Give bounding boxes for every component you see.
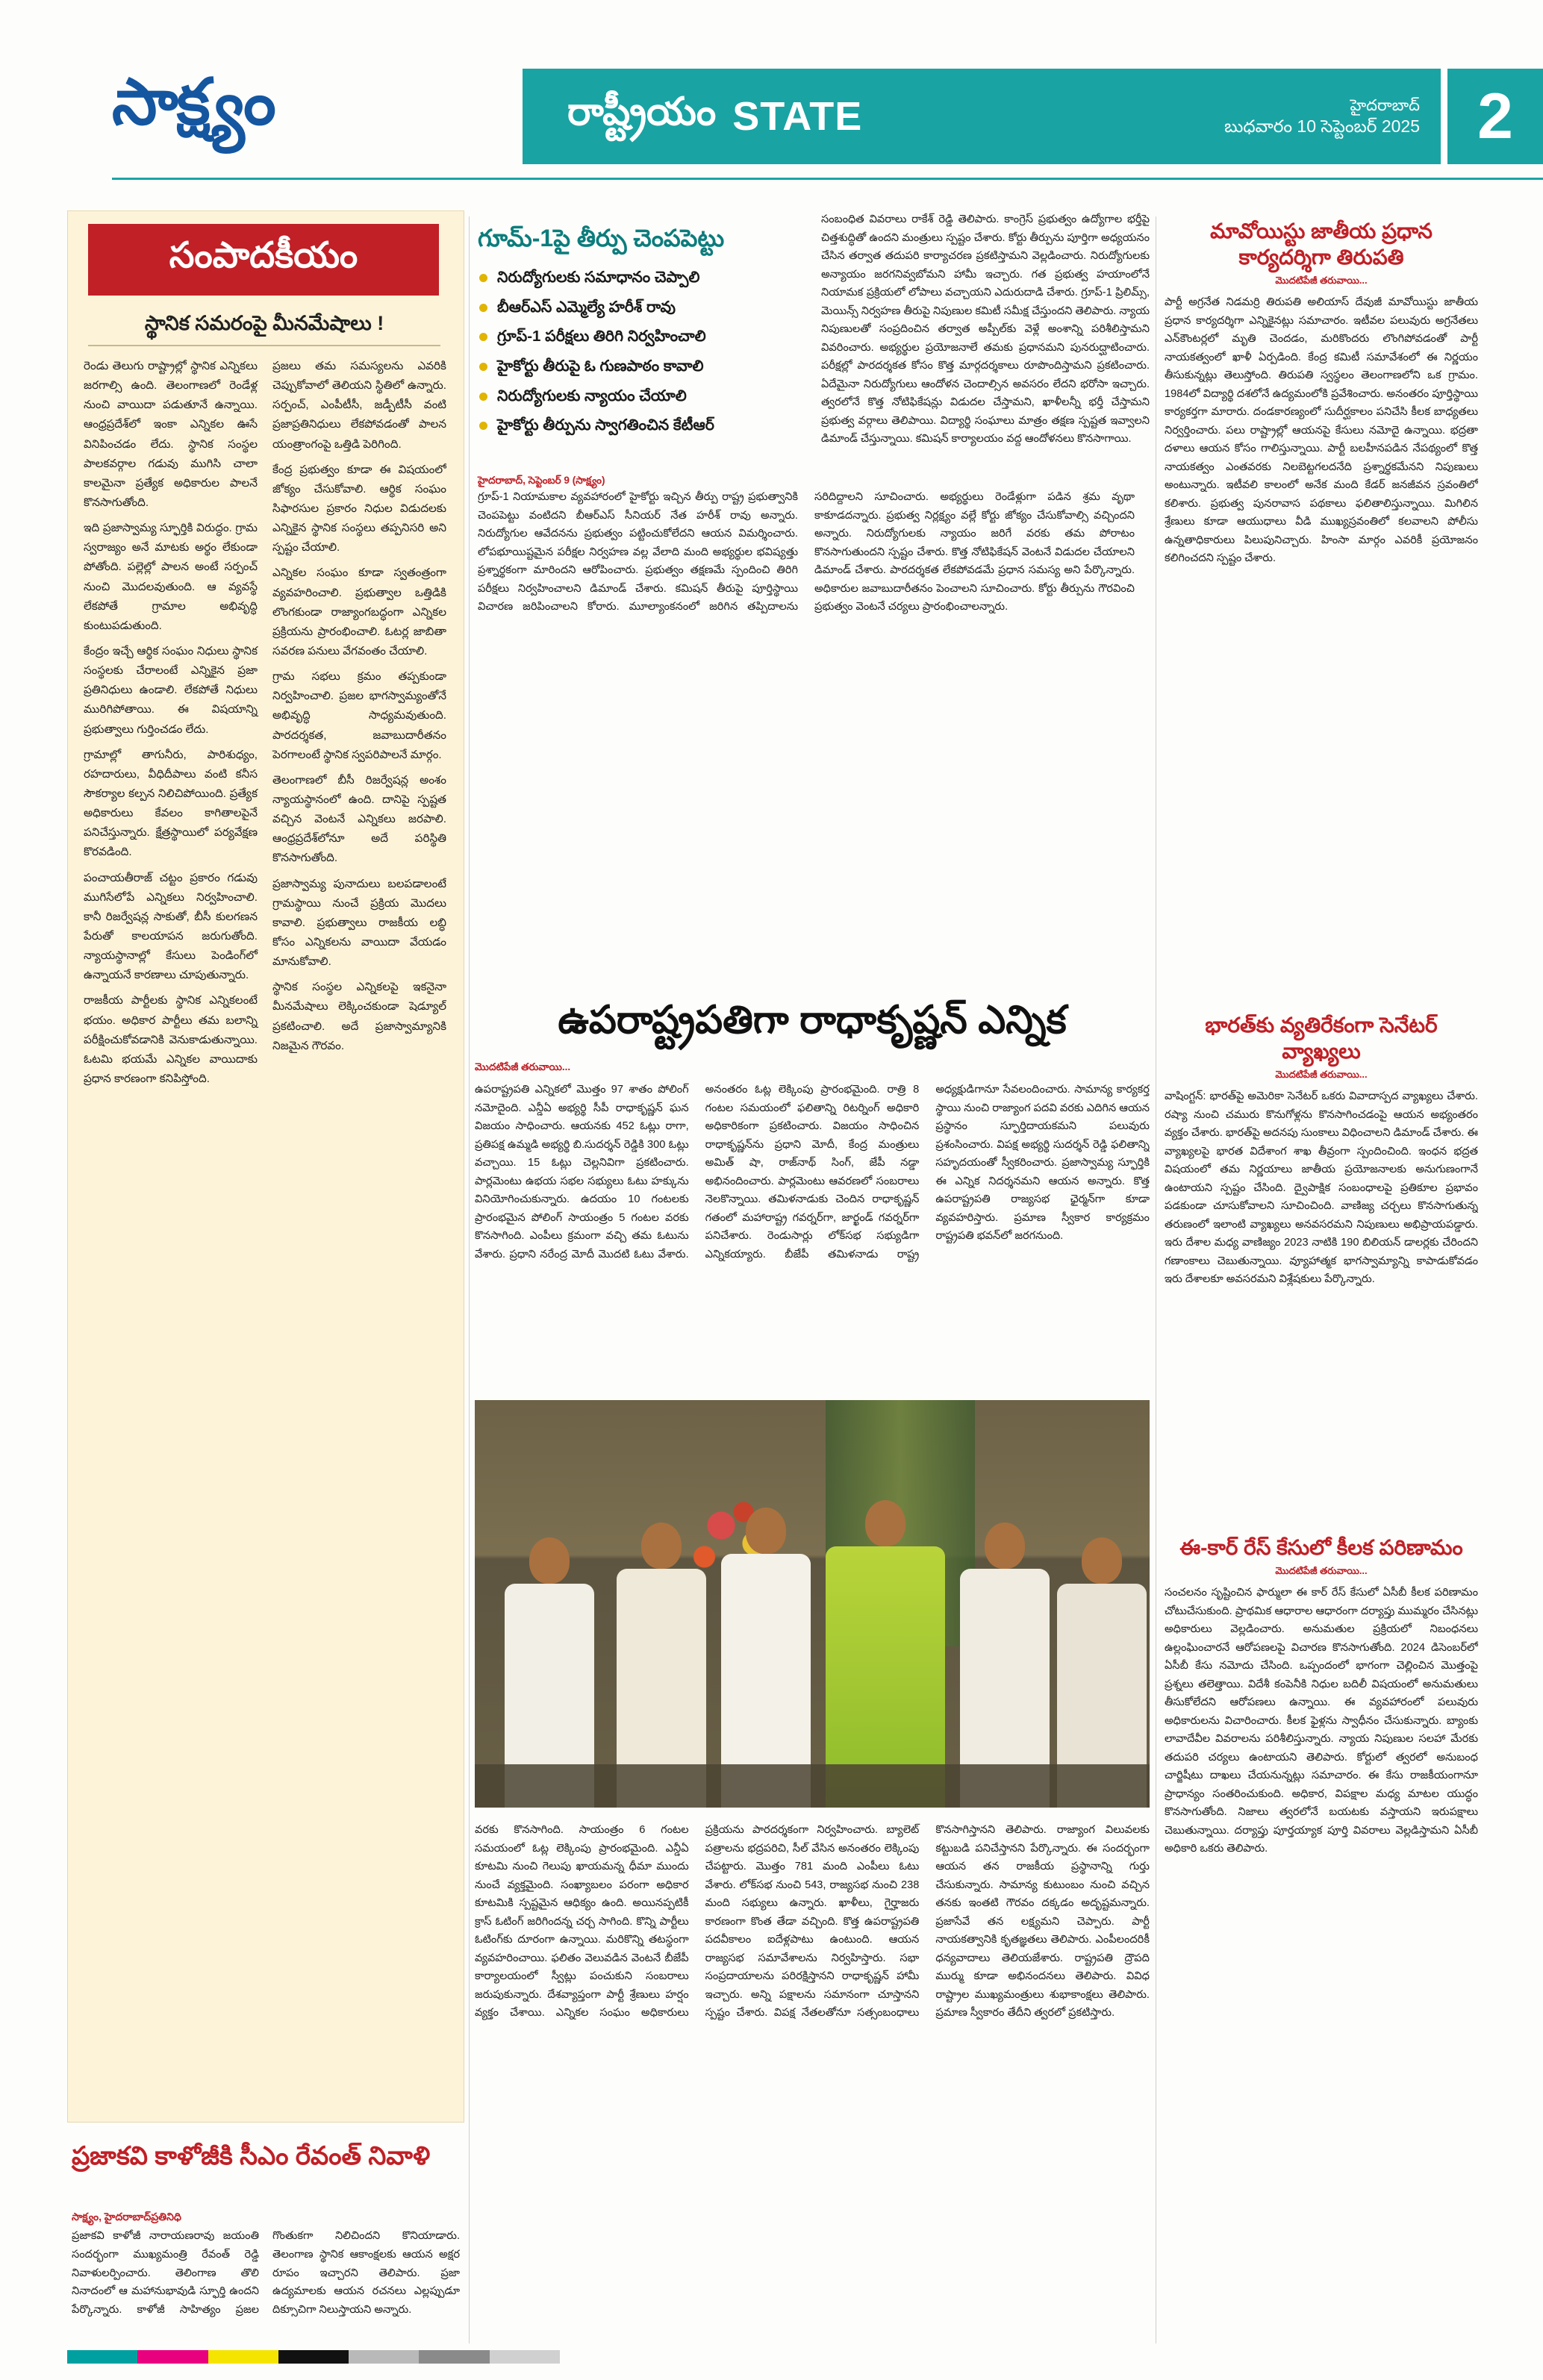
ecar-headline: ఈ-కార్ రేస్ కేసులో కీలక పరిణామం	[1179, 1536, 1463, 1559]
go-bullet-3: హైకోర్టు తీరుపై ఓ గుణపాఠం కావాలి	[478, 352, 806, 381]
editorial-paragraph: కేంద్ర ప్రభుత్వం కూడా ఈ విషయంలో జోక్యం చేసుకోవాలి. ఆర్థిక సంఘం సిఫారసుల ప్రకారం నిధుల విడుదలకు ఎన్నికైన స్థానిక సంస్థలు తప్పనిసరి అని స్పష్టం చేయాలి.	[272, 463, 446, 555]
editorial-paragraph: ఎన్నికల సంఘం కూడా స్వతంత్రంగా వ్యవహరించాలి. ప్రభుత్వాల ఒత్తిడికి లొంగకుండా రాజ్యాంగబద్ధంగా ఎన్నికల ప్రక్రియను ప్రారంభించాలి. ఓటర్ల జాబితా సవరణ పనులు వేగవంతం చేయాలి.	[272, 566, 446, 658]
main-photo	[475, 1400, 1150, 1808]
main-headline: ఉపరాష్ట్రపతిగా రాధాకృష్ణన్ ఎన్నిక	[558, 999, 1067, 1042]
section-header-bar	[523, 69, 1441, 164]
editorial-paragraph: గ్రామ సభలు క్రమం తప్పకుండా నిర్వహించాలి. ప్రజల భాగస్వామ్యంతోనే అభివృద్ధి సాధ్యమవుతుంది. పారదర్శకత, జవాబుదారీతనం పెరగాలంటే స్థానిక స్వపరిపాలనే మార్గం.	[272, 670, 446, 761]
senator-headline: భారత్‌కు వ్యతిరేకంగా సెనేటర్ వ్యాఖ్యలు	[1205, 1013, 1438, 1063]
editorial-paragraph: రాజకీయ పార్టీలకు స్థానిక ఎన్నికలంటే భయం. అధికార పార్టీలు తమ బలాన్ని పరీక్షించుకోవడానికి వెనుకాడుతున్నాయి. ఓటమి భయమే ఎన్నికల వాయిదాకు ప్రధాన కారణంగా కనిపిస్తోంది.	[84, 994, 258, 1085]
editorial-paragraph: స్థానిక సంస్థల ఎన్నికలపై ఇకనైనా మీనమేషాలు లెక్కించకుండా షెడ్యూల్ ప్రకటించాలి. అదే ప్రజాస్వామ్యానికి నిజమైన గౌరవం.	[272, 981, 446, 1052]
right-story-maoist	[1165, 218, 1478, 1062]
below-photo-body: వరకు కొనసాగింది. సాయంత్రం 6 గంటల సమయంలో ఓట్ల లెక్కింపు ప్రారంభమైంది. ఎన్డీఏ కూటమి నుంచి గెలుపు ఖాయమన్న ధీమా ముందు నుంచే వ్యక్తమైంది. సంఖ్యాబలం పరంగా అధికార కూటమికి స్పష్టమైన ఆధిక్యం ఉంది. అయినప్పటికీ క్రాస్ ఓటింగ్ జరిగిందన్న చర్చ సాగింది. కొన్ని పార్టీలు ఓటింగ్‌కు దూరంగా ఉన్నాయి. మరికొన్ని తటస్థంగా వ్యవహరించాయి. ఫలితం వెలువడిన వెంటనే బీజేపీ కార్యాలయంలో స్వీట్లు పంచుకుని సంబరాలు జరుపుకున్నారు. దేశవ్యాప్తంగా పార్టీ శ్రేణులు హర్షం వ్యక్తం చేశాయి. ఎన్నికల సంఘం అధికారులు ప్రక్రియను పారదర్శకంగా నిర్వహించారు. బ్యాలెట్ పత్రాలను భద్రపరిచి, సీల్ వేసిన అనంతరం లెక్కింపు చేపట్టారు. మొత్తం 781 మంది ఎంపీలు ఓటు వేశారు. లోక్‌సభ నుంచి 543, రాజ్యసభ నుంచి 238 మంది సభ్యులు ఉన్నారు. ఖాళీలు, గైర్హాజరు కారణంగా కొంత తేడా వచ్చింది. కొత్త ఉపరాష్ట్రపతి పదవీకాలం ఐదేళ్లపాటు ఉంటుంది. ఆయన రాజ్యసభ సమావేశాలను నిర్వహిస్తారు. సభా సంప్రదాయాలను పరిరక్షిస్తానని రాధాకృష్ణన్ హామీ ఇచ్చారు. అన్ని పక్షాలను సమానంగా చూస్తానని స్పష్టం చేశారు. విపక్ష నేతలతోనూ సత్సంబంధాలు కొనసాగిస్తానని తెలిపారు. రాజ్యాంగ విలువలకు కట్టుబడి పనిచేస్తానని పేర్కొన్నారు. ఈ సందర్భంగా ఆయన తన రాజకీయ ప్రస్థానాన్ని గుర్తు చేసుకున్నారు. సామాన్య కుటుంబం నుంచి వచ్చిన తనకు ఇంతటి గౌరవం దక్కడం అదృష్టమన్నారు. ప్రజాసేవే తన లక్ష్యమని చెప్పారు. పార్టీ నాయకత్వానికి కృతజ్ఞతలు తెలిపారు. ఎంపీలందరికీ ధన్యవాదాలు తెలియజేశారు. రాష్ట్రపతి ద్రౌపది ముర్ము కూడా అభినందనలు తెలిపారు. వివిధ రాష్ట్రాల ముఖ్యమంత్రులు శుభాకాంక్షలు తెలిపారు. ప్రమాణ స్వీకారం తేదీని త్వరలో ప్రకటిస్తారు.	[475, 1824, 1150, 2020]
go-story-bullets	[478, 263, 806, 440]
editorial-subtitle: స్థానిక సమరంపై మీనమేషాలు !	[144, 312, 384, 334]
editorial-paragraph: ప్రజాస్వామ్య పునాదులు బలపడాలంటే గ్రామస్థాయి నుంచే ప్రక్రియ మొదలు కావాలి. ప్రభుత్వాలు రాజకీయ లబ్ధి కోసం ఎన్నికలను వాయిదా వేయడం మానుకోవాలి.	[272, 877, 446, 969]
editorial-paragraph: రెండు తెలుగు రాష్ట్రాల్లో స్థానిక ఎన్నికలు జరగాల్సి ఉంది. తెలంగాణలో రెండేళ్ల నుంచి వాయిదా పడుతూనే ఉన్నాయి. ఆంధ్రప్రదేశ్‌లో ఇంకా ఎన్నికల ఊసే వినిపించడం లేదు. స్థానిక సంస్థల పాలకవర్గాల గడువు ముగిసి చాలా కాలమైనా ప్రత్యేక అధికారుల పాలనే కొనసాగుతోంది.	[84, 360, 258, 509]
editorial-paragraph: పంచాయతీరాజ్ చట్టం ప్రకారం గడువు ముగిసేలోపే ఎన్నికలు నిర్వహించాలి. కానీ రిజర్వేషన్ల సాకుతో, బీసీ కులగణన పేరుతో కాలయాపన జరుగుతోంది. న్యాయస్థానాల్లో కేసులు పెండింగ్‌లో ఉన్నాయనే కారణాలు చూపుతున్నారు.	[84, 871, 258, 982]
kaloji-story-kicker: సాక్ష్యం, హైదరాబాద్‌ప్రతినిధి	[72, 2211, 181, 2223]
go-story-body-right: సంబంధిత వివరాలు రాకేశ్ రెడ్డి తెలిపారు. కాంగ్రెస్ ప్రభుత్వం ఉద్యోగాల భర్తీపై చిత్తశుద్ధితో ఉందని మంత్రులు స్పష్టం చేశారు. కోర్టు తీర్పును పూర్తిగా అధ్యయనం చేసిన తర్వాత తదుపరి కార్యాచరణ ప్రకటిస్తామని వెల్లడించారు. నిరుద్యోగులకు అన్యాయం జరగనివ్వబోమని హామీ ఇచ్చారు. గత ప్రభుత్వ హయాంలోనే నియామక ప్రక్రియలో లోపాలు వచ్చాయని ఎదురుదాడి చేశారు. గ్రూప్-1 ప్రిలిమ్స్, మెయిన్స్ నిర్వహణ తీరుపై నిపుణుల కమిటీ సమీక్ష చేస్తుందని తెలిపారు. న్యాయ నిపుణులతో సంప్రదించిన తర్వాత అప్పీల్‌కు వెళ్లే అంశాన్ని పరిశీలిస్తామని వివరించారు. అభ్యర్థుల ప్రయోజనాలే తమకు ప్రధానమని పునరుద్ఘాటించారు. పరీక్షల్లో పారదర్శకత కోసం కొత్త మార్గదర్శకాలు రూపొందిస్తామని ప్రకటించారు. ఏదేమైనా నిరుద్యోగులు ఆందోళన చెందాల్సిన అవసరం లేదని భరోసా ఇచ్చారు. త్వరలోనే కొత్త నోటిఫికేషన్లు విడుదల చేస్తామని, ఖాళీలన్నీ భర్తీ చేస్తామని ప్రభుత్వ వర్గాలు తెలిపాయి. విద్యార్థి సంఘాలు మాత్రం తక్షణ స్పష్టత ఇవ్వాలని డిమాండ్ చేస్తున్నాయి. కమిషన్ కార్యాలయం వద్ద ఆందోళనలు కొనసాగాయి.	[821, 213, 1150, 446]
editorial-paragraph: ప్రజలు తమ సమస్యలను ఎవరికి చెప్పుకోవాలో తెలియని స్థితిలో ఉన్నారు. సర్పంచ్, ఎంపీటీసీ, జడ్పీటీసీ వంటి ప్రజాప్రతినిధులు లేకపోవడంతో పాలన యంత్రాంగంపై ఒత్తిడి పెరిగింది.	[272, 360, 446, 451]
maoist-kicker: మెుదటిపేజీ తరువాయి...	[1275, 275, 1368, 286]
editorial-divider	[88, 345, 440, 346]
editorial-badge	[88, 224, 439, 296]
go-bullet-1: బీఆర్ఎస్ ఎమ్మెల్యే హరీశ్ రావు	[478, 293, 806, 322]
publication-logo: సాక్ష్యం	[112, 66, 275, 138]
main-kicker: మెుదటిపేజీ తరువాయి...	[475, 1061, 571, 1072]
column-rule	[469, 216, 470, 2343]
go-bullet-0: నిరుద్యోగులకు సమాధానం చెప్పాలి	[478, 263, 806, 293]
kaloji-story-body: ప్రజాకవి కాళోజీ నారాయణరావు జయంతి సందర్భంగా ముఖ్యమంత్రి రేవంత్ రెడ్డి నివాళులర్పించారు. తెలింగాణ తొలి నినాదంలో ఆ మహానుభావుడి స్ఫూర్తి ఉందని పేర్కొన్నారు. కాళోజీ సాహిత్యం ప్రజల గొంతుకగా నిలిచిందని కొనియాడారు. తెలంగాణ స్థానిక ఆకాంక్షలకు ఆయన అక్షర రూపం ఇచ్చారని తెలిపారు. ప్రజా ఉద్యమాలకు ఆయన రచనలు ఎల్లప్పుడూ దిక్సూచిగా నిలుస్తాయని అన్నారు.	[72, 2230, 460, 2317]
editorial-body	[84, 357, 446, 2103]
section-title-english: STATE	[732, 94, 863, 139]
photo-person	[721, 1508, 811, 1808]
masthead	[0, 0, 1543, 194]
edition-meta	[1224, 96, 1420, 137]
go-bullet-2: గ్రూప్-1 పరీక్షలు తిరిగి నిర్వహించాలి	[478, 322, 806, 352]
photo-person-honoree	[826, 1500, 945, 1808]
edition-city: హైదరాబాద్	[1350, 96, 1420, 114]
senator-kicker: మెుదటిపేజీ తరువాయి...	[1275, 1069, 1368, 1080]
editorial-paragraph: కేంద్రం ఇచ్చే ఆర్థిక సంఘం నిధులు స్థానిక సంస్థలకు చేరాలంటే ఎన్నికైన ప్రజా ప్రతినిధులు ఉండాలి. లేకపోతే నిధులు మురిగిపోతాయి. ఈ విషయాన్ని ప్రభుత్వాలు గుర్తించడం లేదు.	[84, 644, 258, 736]
editorial-badge-label: సంపాదకీయం	[169, 235, 358, 275]
edition-date: బుధవారం 10 సెప్టెంబర్ 2025	[1224, 116, 1420, 136]
editorial-paragraph: గ్రామాల్లో తాగునీరు, పారిశుధ్యం, రహదారులు, వీధిదీపాలు వంటి కనీస సౌకర్యాల కల్పన నిలిచిపోయింది. ప్రత్యేక అధికారులు కేవలం కాగితాలపైనే పనిచేస్తున్నారు. క్షేత్రస్థాయిలో పర్యవేక్షణ కొరవడింది.	[84, 748, 258, 859]
go-bullet-5: హైకోర్టు తీర్పును స్వాగతించిన కేటీఆర్	[478, 410, 806, 440]
photo-floor	[475, 1764, 1150, 1808]
right-story-ecar	[1165, 1534, 1478, 2352]
go-story-body-left: గ్రూప్-1 నియామకాల వ్యవహారంలో హైకోర్టు ఇచ్చిన తీర్పు రాష్ట్ర ప్రభుత్వానికి చెంపపెట్టు వంటిదని బీఆర్ఎస్ సీనియర్ నేత హరీశ్ రావు అన్నారు. నిరుద్యోగుల ఆవేదనను ప్రభుత్వం పట్టించుకోలేదని ఆయన విమర్శించారు. లోపభూయిష్టమైన పరీక్షల నిర్వహణ వల్ల వేలాది మంది అభ్యర్థుల భవిష్యత్తు ప్రశ్నార్థకంగా మారిందని ఆరోపించారు. ప్రభుత్వం తక్షణమే స్పందించి తిరిగి పరీక్షలు నిర్వహించాలని డిమాండ్ చేశారు. కమిషన్ తీరుపై పూర్తిస్థాయి విచారణ జరిపించాలని కోరారు. మూల్యాంకనంలో జరిగిన తప్పిదాలను సరిదిద్దాలని సూచించారు. అభ్యర్థులు రెండేళ్లుగా పడిన శ్రమ వృథా కాకూడదన్నారు. ప్రభుత్వ నిర్లక్ష్యం వల్లే కోర్టు జోక్యం చేసుకోవాల్సి వచ్చిందని అన్నారు. నిరుద్యోగులకు న్యాయం జరిగే వరకు తమ పోరాటం కొనసాగుతుందని స్పష్టం చేశారు. కొత్త నోటిఫికేషన్ వెంటనే విడుదల చేయాలని డిమాండ్ చేశారు. పారదర్శకత లేకపోవడమే ప్రధాన సమస్య అని పేర్కొన్నారు. అధికారుల జవాబుదారీతనం పెంచాలని సూచించారు. కోర్టు తీర్పును గౌరవించి ప్రభుత్వం వెంటనే చర్యలు ప్రారంభించాలన్నారు.	[478, 491, 1135, 613]
ecar-kicker: మెుదటిపేజీ తరువాయి...	[1275, 1565, 1368, 1576]
maoist-body: పార్టీ అగ్రనేత నిడమర్రి తిరుపతి అలియాస్ దేవుజీ మావోయిస్టు జాతీయ ప్రధాన కార్యదర్శిగా ఎన్నికైనట్లు సమాచారం. ఇటీవల పలువురు అగ్రనేతలు ఎన్‌కౌంటర్లలో మృతి చెందడం, మరికొందరు లొంగిపోవడంతో పార్టీ నాయకత్వంలో ఖాళీ ఏర్పడింది. కేంద్ర కమిటీ సమావేశంలో ఈ నిర్ణయం తీసుకున్నట్లు తెలుస్తోంది. తిరుపతి స్వస్థలం తెలంగాణలోని ఒక గ్రామం. 1984లో విద్యార్థి దశలోనే ఉద్యమంలోకి ప్రవేశించారు. అనంతరం పూర్తిస్థాయి కార్యకర్తగా మారారు. దండకారణ్యంలో సుదీర్ఘకాలం పనిచేసి కీలక బాధ్యతలు నిర్వర్తించారు. పలు రాష్ట్రాల్లో ఆయనపై కేసులు నమోదై ఉన్నాయి. భద్రతా దళాలు ఆయన కోసం గాలిస్తున్నాయి. పార్టీ బలహీనపడిన నేపథ్యంలో కొత్త నాయకత్వం ఎంతవరకు నిలబెట్టగలదనేది ప్రశ్నార్థకమేనని నిపుణులు అంటున్నారు. ఇటీవలి కాలంలో అనేక మంది కేడర్ జనజీవన స్రవంతిలో కలిశారు. ప్రభుత్వ పునరావాస పథకాలు ఫలితాలిస్తున్నాయి. మిగిలిన శ్రేణులు కూడా ఆయుధాలు వీడి ముఖ్యస్రవంతిలో కలవాలని పోలీసు ఉన్నతాధికారులు పిలుపునిచ్చారు. హింసా మార్గం ఎవరికీ ప్రయోజనం కలిగించదని స్పష్టం చేశారు.	[1165, 296, 1478, 565]
editorial-paragraph: తెలంగాణలో బీసీ రిజర్వేషన్ల అంశం న్యాయస్థానంలో ఉంది. దానిపై స్పష్టత వచ్చిన వెంటనే ఎన్నికలు జరపాలి. ఆంధ్రప్రదేశ్‌లోనూ అదే పరిస్థితి కొనసాగుతోంది.	[272, 773, 446, 865]
right-story-senator	[1165, 1012, 1478, 1572]
maoist-headline: మావోయిస్టు జాతీయ ప్రధాన కార్యదర్శిగా తిరుపతి	[1210, 219, 1433, 269]
editorial-paragraph: ఇది ప్రజాస్వామ్య స్ఫూర్తికి విరుద్ధం. గ్రామ స్వరాజ్యం అనే మాటకు అర్థం లేకుండా పోతోంది. పల్లెల్లో పాలన అంటే సర్పంచ్ నుంచి మొదలవుతుంది. ఆ వ్యవస్థే లేకపోతే గ్రామాల అభివృద్ధి కుంటుపడుతుంది.	[84, 522, 258, 632]
color-registration-bar	[67, 2350, 560, 2364]
ecar-body: సంచలనం సృష్టించిన ఫార్ములా ఈ కార్ రేస్ కేసులో ఏసీబీ కీలక పరిణామం చోటుచేసుకుంది. ప్రాథమిక ఆధారాల ఆధారంగా దర్యాప్తు ముమ్మరం చేసినట్లు అధికారులు వెల్లడించారు. అనుమతుల ప్రక్రియలో నిబంధనలు ఉల్లంఘించారనే ఆరోపణలపై విచారణ కొనసాగుతోంది. 2024 డిసెంబర్‌లో ఏసీబీ కేసు నమోదు చేసింది. ఒప్పందంలో భాగంగా చెల్లించిన మొత్తంపై ప్రశ్నలు తలెత్తాయి. విదేశీ కంపెనీకి నిధుల బదిలీ విషయంలో అనుమతులు తీసుకోలేదని ఆరోపణలు ఉన్నాయి. ఈ వ్యవహారంలో పలువురు అధికారులను విచారించారు. కీలక ఫైళ్లను స్వాధీనం చేసుకున్నారు. బ్యాంకు లావాదేవీల వివరాలను పరిశీలిస్తున్నారు. న్యాయ నిపుణుల సలహా మేరకు తదుపరి చర్యలు ఉంటాయని తెలిపారు. కోర్టులో త్వరలో అనుబంధ చార్జిషీటు దాఖలు చేయనున్నట్లు సమాచారం. ఈ కేసు రాజకీయంగానూ ప్రాధాన్యం సంతరించుకుంది. అధికార, విపక్షాల మధ్య మాటల యుద్ధం కొనసాగుతోంది. నిజాలు త్వరలోనే బయటకు వస్తాయని ఇరుపక్షాలు చెబుతున్నాయి. దర్యాప్తు పూర్తయ్యాక పూర్తి వివరాలు వెల్లడిస్తామని ఏసీబీ అధికారి ఒకరు తెలిపారు.	[1165, 1587, 1478, 1855]
main-body: ఉపరాష్ట్రపతి ఎన్నికలో మొత్తం 97 శాతం పోలింగ్ నమోదైంది. ఎన్డీఏ అభ్యర్థి సీపీ రాధాకృష్ణన్ ఘన విజయం సాధించారు. ఆయనకు 452 ఓట్లు రాగా, ప్రతిపక్ష ఉమ్మడి అభ్యర్థి బి.సుదర్శన్ రెడ్డికి 300 ఓట్లు వచ్చాయి. 15 ఓట్లు చెల్లనివిగా ప్రకటించారు. పార్లమెంటు ఉభయ సభల సభ్యులు ఓటు హక్కును వినియోగించుకున్నారు. ఉదయం 10 గంటలకు ప్రారంభమైన పోలింగ్ సాయంత్రం 5 గంటల వరకు కొనసాగింది. ఎంపీలు క్రమంగా వచ్చి తమ ఓటును వేశారు. ప్రధాని నరేంద్ర మోదీ మొదటి ఓటు వేశారు. అనంతరం ఓట్ల లెక్కింపు ప్రారంభమైంది. రాత్రి 8 గంటల సమయంలో ఫలితాన్ని రిటర్నింగ్ అధికారి అధికారికంగా ప్రకటించారు. విజయం సాధించిన రాధాకృష్ణన్‌ను ప్రధాని మోదీ, కేంద్ర మంత్రులు అమిత్ షా, రాజ్‌నాథ్ సింగ్, జేపీ నడ్డా అభినందించారు. పార్లమెంటు ఆవరణలో సంబరాలు నెలకొన్నాయి. తమిళనాడుకు చెందిన రాధాకృష్ణన్ గతంలో మహారాష్ట్ర గవర్నర్‌గా, జార్ఖండ్ గవర్నర్‌గా పనిచేశారు. రెండుసార్లు లోక్‌సభ సభ్యుడిగా ఎన్నికయ్యారు. బీజేపీ తమిళనాడు రాష్ట్ర అధ్యక్షుడిగానూ సేవలందించారు. సామాన్య కార్యకర్త స్థాయి నుంచి రాజ్యాంగ పదవి వరకు ఎదిగిన ఆయన ప్రస్థానం స్ఫూర్తిదాయకమని పలువురు ప్రశంసించారు. విపక్ష అభ్యర్థి సుదర్శన్ రెడ్డి ఫలితాన్ని సహృదయంతో స్వీకరించారు. ప్రజాస్వామ్య స్ఫూర్తికి ఈ ఎన్నిక నిదర్శనమని ఆయన అన్నారు. కొత్త ఉపరాష్ట్రపతి రాజ్యసభ ఛైర్మన్‌గా కూడా వ్యవహరిస్తారు. ప్రమాణ స్వీకార కార్యక్రమం రాష్ట్రపతి భవన్‌లో జరగనుంది.	[475, 1084, 1150, 1261]
section-title-telugu: రాష్ట్రీయం	[567, 90, 717, 134]
kaloji-story-headline: ప్రజాకవి కాళోజీకి సీఎం రేవంత్ నివాళి	[72, 2142, 431, 2170]
go-bullet-4: నిరుద్యోగులకు న్యాయం చేయాలి	[478, 381, 806, 411]
senator-body: వాషింగ్టన్: భారత్‌పై అమెరికా సెనేటర్ ఒకరు వివాదాస్పద వ్యాఖ్యలు చేశారు. రష్యా నుంచి చమురు కొనుగోళ్లను కొనసాగించడంపై ఆయన అభ్యంతరం వ్యక్తం చేశారు. భారత్‌పై అదనపు సుంకాలు విధించాలని డిమాండ్ చేశారు. ఈ వ్యాఖ్యలపై భారత విదేశాంగ శాఖ తీవ్రంగా స్పందించింది. ఇంధన భద్రత విషయంలో తమ నిర్ణయాలు జాతీయ ప్రయోజనాలకు అనుగుణంగానే ఉంటాయని స్పష్టం చేసింది. ద్వైపాక్షిక సంబంధాలపై ప్రతికూల ప్రభావం పడకుండా చూసుకోవాలని సూచించింది. వాణిజ్య చర్చలు కొనసాగుతున్న తరుణంలో ఇలాంటి వ్యాఖ్యలు అనవసరమని నిపుణులు అభిప్రాయపడ్డారు. ఇరు దేశాల మధ్య వాణిజ్యం 2023 నాటికి 190 బిలియన్ డాలర్లకు చేరిందని గణాంకాలు చెబుతున్నాయి. వ్యూహాత్మక భాగస్వామ్యాన్ని కాపాడుకోవడం ఇరు దేశాలకూ అవసరమని విశ్లేషకులు పేర్కొన్నారు.	[1165, 1090, 1478, 1286]
go-story-kicker: హైదరాబాద్, సెప్టెంబర్ 9 (సాక్ష్యం)	[478, 475, 605, 486]
go-story-headline: గూమ్-1పై తీర్పు చెంపపెట్టు	[478, 225, 725, 252]
masthead-rule	[112, 178, 1543, 180]
page-number: 2	[1444, 69, 1543, 164]
